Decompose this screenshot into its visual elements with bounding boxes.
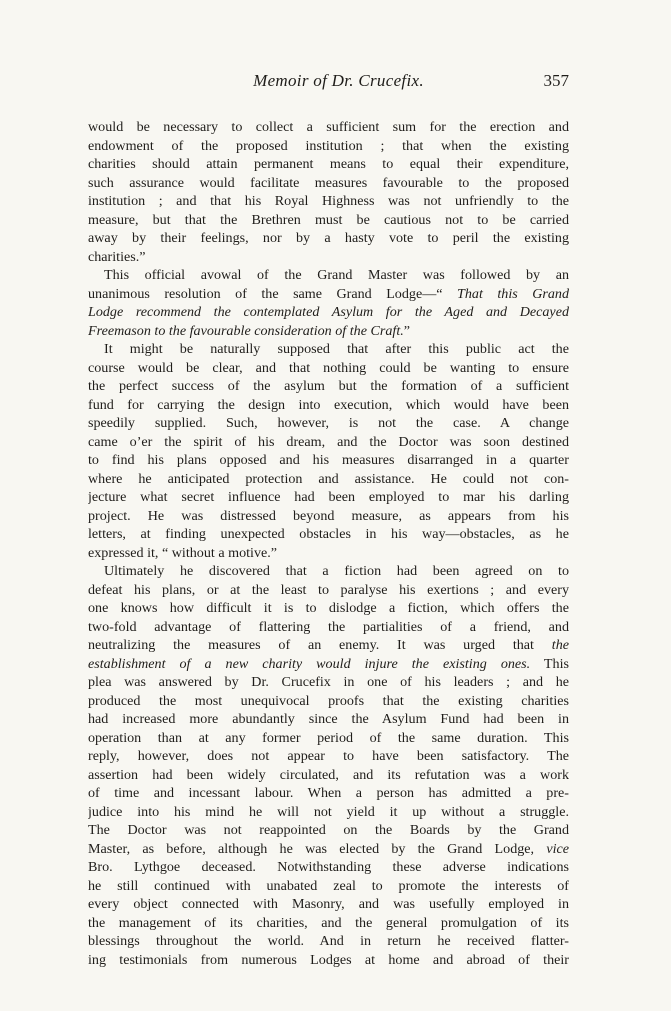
text-run: Bro. Lythgoe deceased. Notwithstanding these adverse indications [88, 859, 569, 875]
text-run: the perfect success of the asylum but the formation of a sufficient [88, 378, 569, 394]
text-run: measure, but that the Brethren must be cautious not to be carried [88, 211, 569, 228]
text-line [88, 747, 569, 766]
text-run: charities should attain permanent means to equal their expenditure, [88, 156, 569, 172]
text-line [88, 692, 569, 711]
text-line [88, 377, 569, 396]
text-line [88, 914, 569, 933]
text-line [88, 710, 569, 729]
text-run: speedily supplied. Such, however, is not the case. A change [88, 415, 569, 431]
text-line [88, 951, 569, 970]
text-run: defeat his plans, or at the least to paralyse his exertions ; and every [88, 581, 569, 598]
italic-text: vice [546, 840, 569, 857]
text-run: he still continued with unabated zeal to promote the interests of [88, 877, 569, 894]
text-line [88, 766, 569, 785]
text-line [88, 507, 569, 526]
text-run: came o’er the spirit of his dream, and the Doctor was soon destined [88, 433, 569, 450]
page-header [108, 71, 569, 97]
text-line [88, 248, 569, 267]
text-run: project. He was distressed beyond measure, as appears from his [88, 507, 569, 524]
text-line [88, 803, 569, 822]
text-run: operation than at any former period of the same duration. This [88, 729, 569, 746]
text-run: plea was answered by Dr. Crucefix in one of his leaders ; and he [88, 674, 569, 690]
text-run: endowment of the proposed institution ; that when the existing [88, 137, 569, 154]
text-run: the management of its charities, and the general promulgation of its [88, 914, 569, 931]
text-line [88, 840, 569, 859]
text-run: fund for carrying the design into execution, which would have been [88, 396, 569, 413]
text-line [88, 544, 569, 563]
text-run: charities.” [88, 248, 146, 265]
text-run: produced the most unequivocal proofs that the existing charities [88, 692, 569, 709]
text-line [88, 895, 569, 914]
italic-text: Freemason to the favourable consideration of the Craft. [88, 322, 404, 339]
running-title: Memoir of Dr. Crucefix. [253, 71, 424, 90]
text-line [88, 488, 569, 507]
text-line [88, 562, 569, 581]
text-line [88, 414, 569, 433]
text-line [88, 229, 569, 248]
text-line [88, 655, 569, 674]
text-line [88, 932, 569, 951]
text-line [88, 285, 569, 304]
text-line [88, 211, 569, 230]
text-run: expressed it, “ without a motive.” [88, 544, 278, 561]
text-run: Master, as before, although he was elected by the Grand Lodge, [88, 840, 547, 857]
text-line [88, 729, 569, 748]
text-run: of time and incessant labour. When a person has admitted a pre- [88, 785, 569, 801]
text-line [88, 433, 569, 452]
text-run: away by their feelings, nor by a hasty vote to peril the existing [88, 230, 569, 246]
text-line [88, 599, 569, 618]
text-run: reply, however, does not appear to have been satisfactory. The [88, 748, 569, 764]
text-line [88, 821, 569, 840]
text-run: letters, at finding unexpected obstacles in his way—obstacles, as he [88, 526, 569, 542]
text-line [88, 303, 569, 322]
text-line [88, 784, 569, 803]
text-run: Ultimately he discovered that a fiction had been agreed on to [104, 563, 569, 579]
text-line [88, 858, 569, 877]
body-text [88, 118, 569, 969]
italic-text: establishment of a new charity would injure the existing ones. [88, 655, 531, 672]
text-run: institution ; and that his Royal Highness was not unfriendly to the [88, 193, 569, 209]
text-line [88, 192, 569, 211]
text-run: assertion had been widely circulated, and its refutation was a work [88, 766, 569, 783]
text-line [88, 266, 569, 285]
text-run: ing testimonials from numerous Lodges at home and abroad of their [88, 951, 569, 968]
text-line [88, 137, 569, 156]
text-run: course would be clear, and that nothing could be wanting to ensure [88, 359, 569, 376]
text-run: The Doctor was not reappointed on the Boards by the Grand [88, 822, 569, 838]
text-run: jecture what secret influence had been employed to mar his darling [88, 489, 569, 505]
text-run: where he anticipated protection and assistance. He could not con- [88, 470, 569, 487]
text-line [88, 470, 569, 489]
text-line [88, 340, 569, 359]
italic-text: Lodge recommend the contemplated Asylum for the Aged and Decayed [88, 304, 569, 320]
text-run: judice into his mind he will not yield it up without a struggle. [88, 803, 569, 820]
text-line [88, 877, 569, 896]
text-line [88, 155, 569, 174]
text-line [88, 581, 569, 600]
text-run: would be necessary to collect a sufficient sum for the erection and [88, 119, 569, 135]
text-line [88, 673, 569, 692]
page-number: 357 [543, 71, 569, 90]
text-run: This official avowal of the Grand Master was followed by an [104, 267, 569, 283]
text-run: every object connected with Masonry, and was usefully employed in [88, 896, 569, 912]
text-run: two-fold advantage of flattering the partialities of a friend, and [88, 618, 569, 635]
text-line [88, 525, 569, 544]
text-run: neutralizing the measures of an enemy. It was urged that [88, 637, 552, 653]
text-run: ” [403, 322, 411, 339]
text-run: such assurance would facilitate measures favourable to the proposed [88, 174, 569, 191]
text-run: unanimous resolution of the same Grand Lodge—“ [88, 285, 458, 302]
text-line [88, 322, 569, 341]
text-line [88, 118, 569, 137]
text-run: blessings throughout the world. And in return he received flatter- [88, 933, 569, 949]
text-line [88, 636, 569, 655]
text-run: had increased more abundantly since the Asylum Fund had been in [88, 711, 569, 727]
italic-text: That this Grand [457, 285, 569, 302]
text-run: It might be naturally supposed that after this public act the [104, 341, 569, 357]
text-line [88, 451, 569, 470]
text-run: to find his plans opposed and his measures disarranged in a quarter [88, 452, 569, 468]
text-run: This [530, 655, 569, 672]
text-run: one knows how difficult it is to dislodge a fiction, which offers the [88, 600, 569, 616]
text-line [88, 618, 569, 637]
text-line [88, 396, 569, 415]
text-line [88, 174, 569, 193]
italic-text: the [551, 637, 569, 653]
text-line [88, 359, 569, 378]
